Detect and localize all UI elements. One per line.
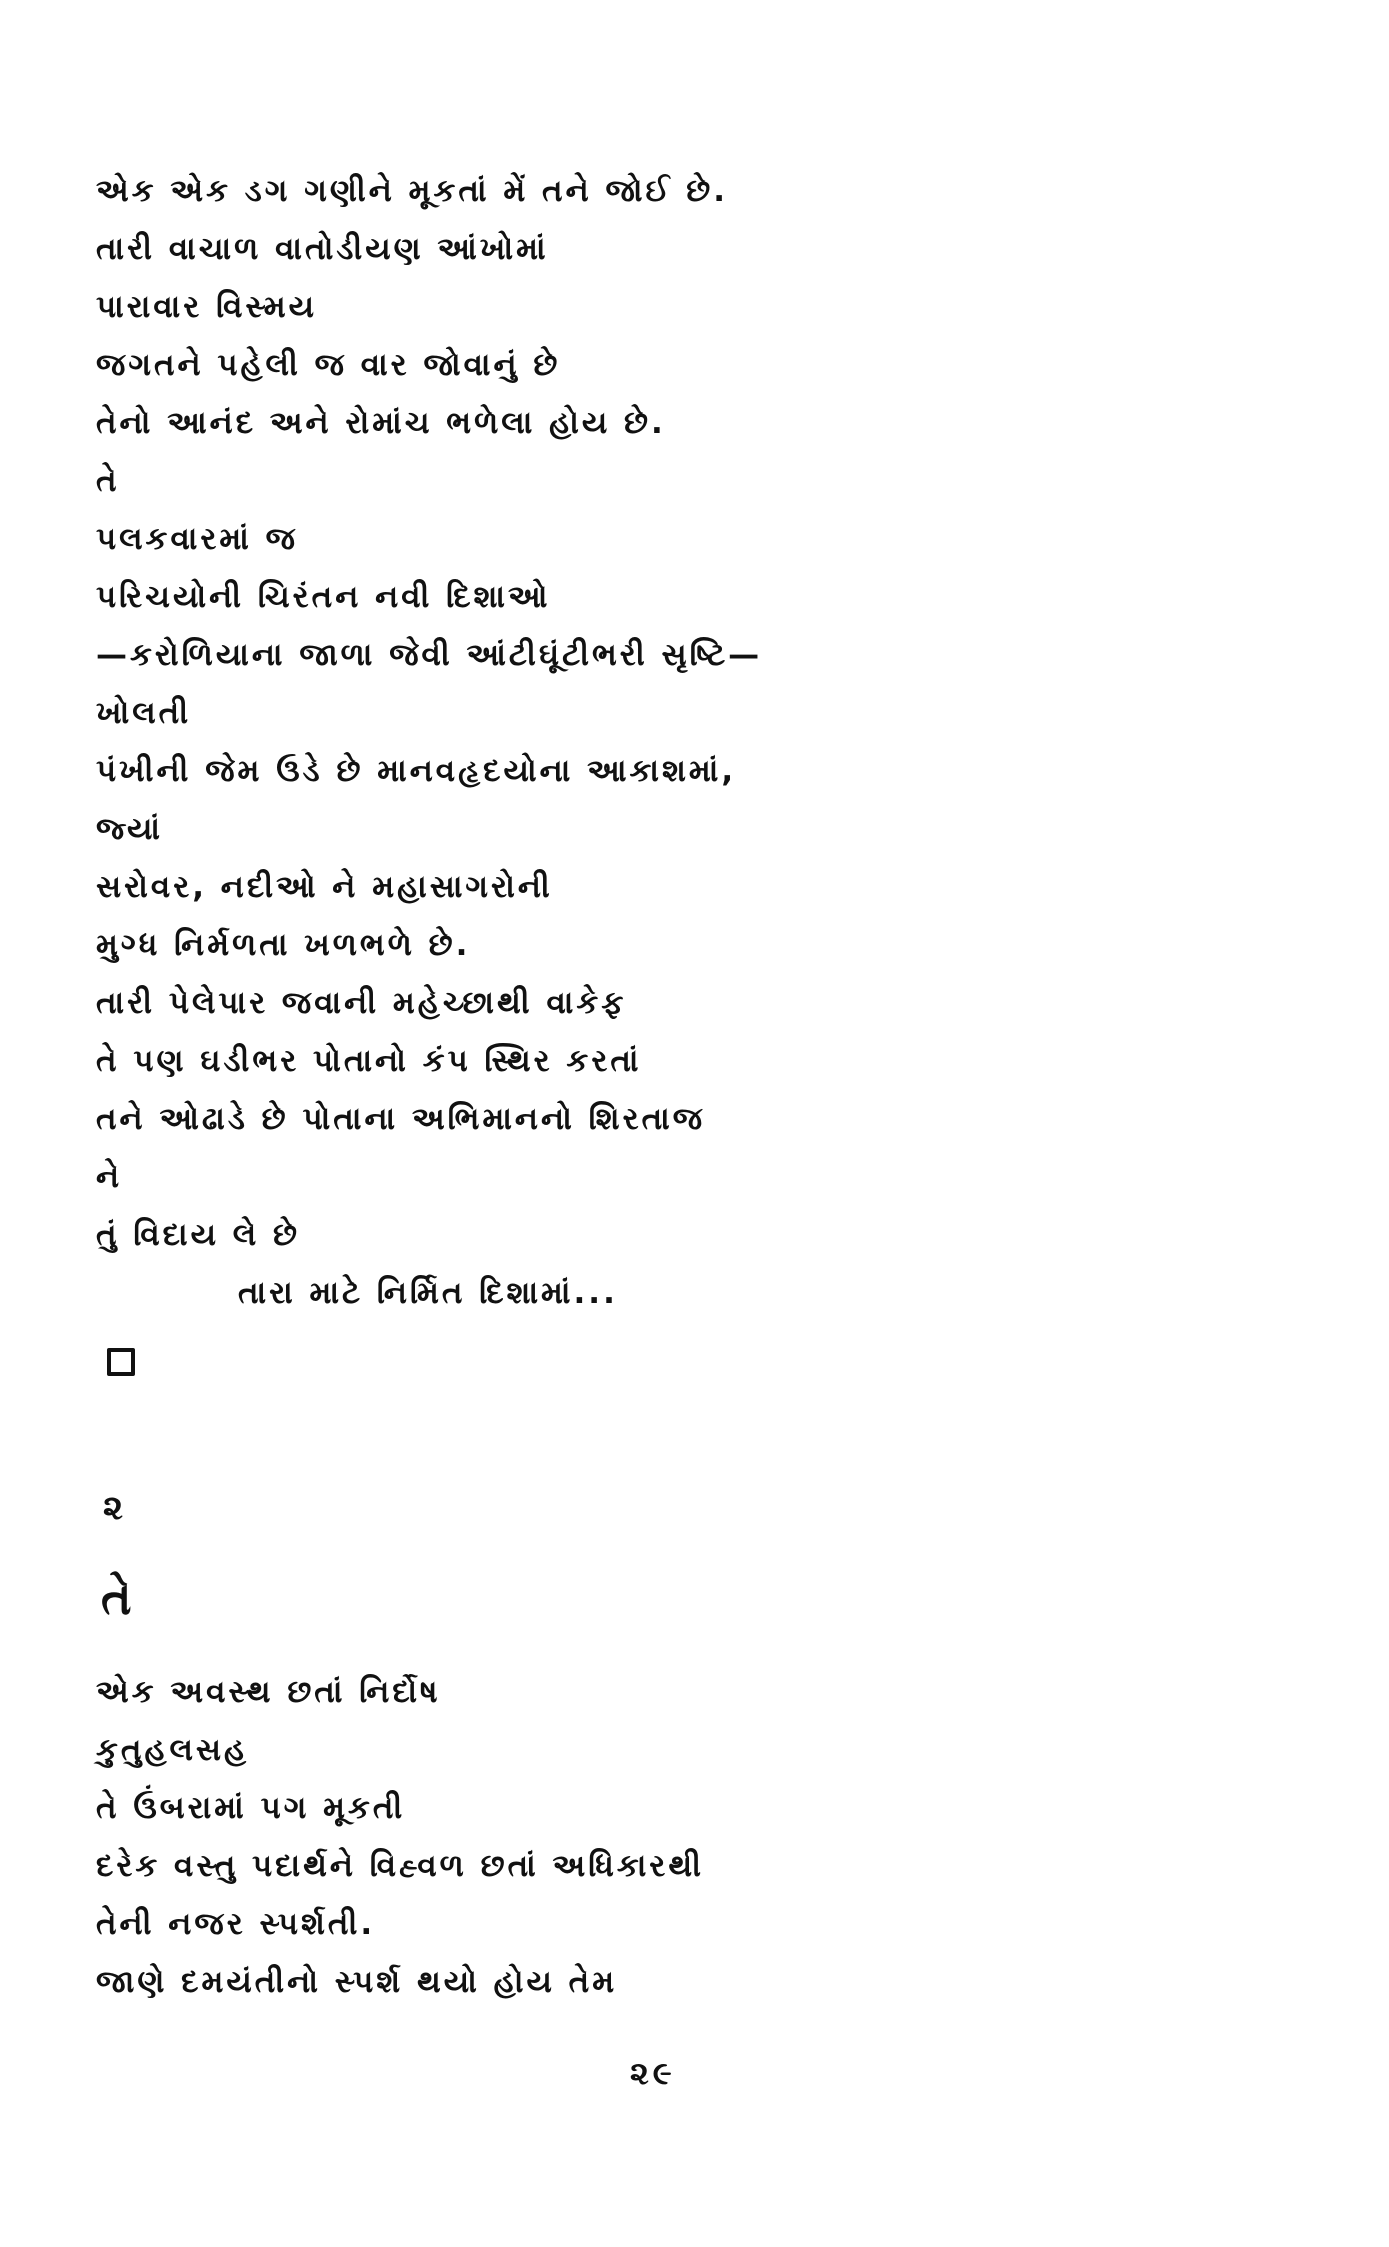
end-of-poem-box-icon: [107, 1348, 135, 1376]
poem-line: દરેક વસ્તુ પદાર્થને વિહ્વળ છતાં અધિકારથી: [96, 1848, 704, 1884]
page-number: ૨૯: [630, 2054, 676, 2092]
poem-line: તે: [96, 463, 120, 499]
poem-line: તે પણ ઘડીભર પોતાનો કંપ સ્થિર કરતાં: [96, 1043, 642, 1079]
poem-line: તેની નજર સ્પર્શતી.: [96, 1906, 376, 1942]
section-number: ૨: [103, 1488, 123, 1528]
section-title: તે: [101, 1571, 132, 1625]
poem-line: જગતને પહેલી જ વાર જોવાનું છે: [96, 347, 561, 383]
poem-line: જ્યાં: [96, 811, 164, 847]
poem-line: —કરોળિયાના જાળા જેવી આંટીઘૂંટીભરી સૃષ્ટિ—: [96, 637, 763, 673]
poem-stanza-1: [96, 162, 1296, 1322]
poem-line: તારી પેલેપાર જવાની મહેચ્છાથી વાકેફ: [96, 985, 627, 1021]
poem-line: સરોવર, નદીઓ ને મહાસાગરોની: [96, 869, 553, 905]
poem-line: તું વિદાય લે છે: [96, 1217, 300, 1253]
poem-line: તને ઓઢાડે છે પોતાના અભિમાનનો શિરતાજ: [96, 1101, 706, 1137]
poem-line: તે ઉંબરામાં પગ મૂકતી: [96, 1790, 406, 1826]
poem-line: ખોલતી: [96, 695, 192, 731]
poem-line: કુતુહલસહ: [96, 1732, 250, 1768]
poem-line: ને: [96, 1159, 123, 1195]
poem-line: પારાવાર વિસ્મય: [96, 289, 318, 325]
poem-line: જાણે દમયંતીનો સ્પર્શ થયો હોય તેમ: [96, 1964, 618, 2000]
poem-stanza-2: [96, 1663, 1296, 2011]
poem-line: એક એક ડગ ગણીને મૂકતાં મેં તને જોઈ છે.: [96, 173, 728, 209]
poem-line: પરિચયોની ચિરંતન નવી દિશાઓ: [96, 579, 551, 615]
poem-line: એક અવસ્થ છતાં નિર્દોષ: [96, 1674, 441, 1710]
poem-line-indented: તારા માટે નિર્મિત દિશામાં...: [238, 1275, 618, 1311]
poem-line: મુગ્ધ નિર્મળતા ખળભળે છે.: [96, 927, 471, 963]
poem-line: તેનો આનંદ અને રોમાંચ ભળેલા હોય છે.: [96, 405, 666, 441]
poem-line: પલકવારમાં જ: [96, 521, 298, 557]
poem-line: તારી વાચાળ વાતોડીયણ આંખોમાં: [96, 231, 549, 267]
poem-line: પંખીની જેમ ઉડે છે માનવહૃદયોના આકાશમાં,: [96, 753, 737, 789]
